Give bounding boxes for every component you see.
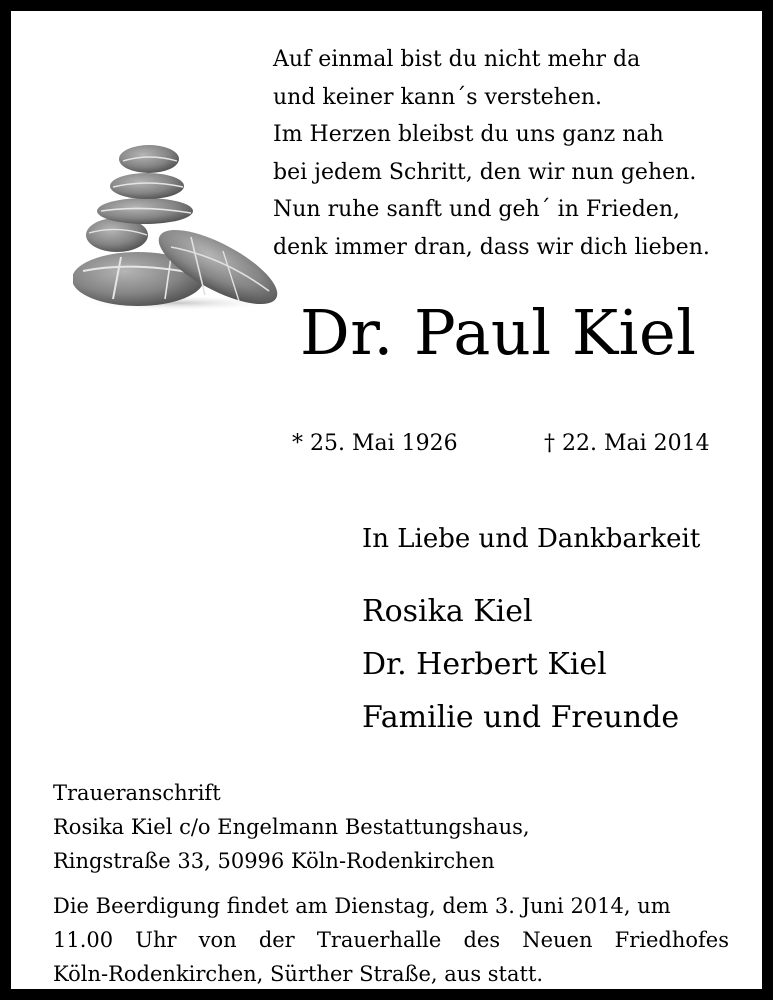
funeral-word: Friedhofes [614,928,729,952]
funeral-word: 11.00 [53,928,114,952]
funeral-line: Köln-Rodenkirchen, Sürther Straße, aus statt. [53,962,544,986]
funeral-word: des [463,928,501,952]
mourner: Rosika Kiel [362,594,533,629]
address-label: Traueranschrift [53,781,221,805]
deceased-name: Dr. Paul Kiel [300,296,697,369]
funeral-word: von [198,928,237,952]
mourning-address [53,776,530,878]
funeral-notice [53,889,729,991]
mourners-list [362,585,679,744]
birth-date: * 25. Mai 1926 [292,431,458,456]
poem [273,41,743,266]
funeral-word: Neuen [522,928,593,952]
poem-line: und keiner kann´s verstehen. [273,84,603,110]
funeral-word: der [258,928,295,952]
poem-line: Nun ruhe sanft und geh´ in Frieden, [273,197,680,222]
address-line: Rosika Kiel c/o Engelmann Bestattungshaus, [53,815,530,839]
poem-line: Im Herzen bleibst du uns ganz nah [273,122,664,147]
poem-line: denk immer dran, dass wir dich lieben. [273,234,710,260]
poem-line: Auf einmal bist du nicht mehr da [273,47,641,72]
funeral-word: Trauerhalle [316,928,442,952]
death-date: † 22. Mai 2014 [544,431,710,456]
dedication: In Liebe und Dankbarkeit [362,524,701,554]
funeral-line-justified [53,923,729,957]
address-line: Ringstraße 33, 50996 Köln-Rodenkirchen [53,849,495,873]
mourner: Familie und Freunde [362,700,680,735]
funeral-word: Uhr [135,928,177,952]
poem-line: bei jedem Schritt, den wir nun gehen. [273,159,697,185]
mourner: Dr. Herbert Kiel [362,647,607,682]
stacked-stones-image [73,139,283,311]
funeral-line: Die Beerdigung findet am Dienstag, dem 3. Juni 2014, um [53,894,671,918]
